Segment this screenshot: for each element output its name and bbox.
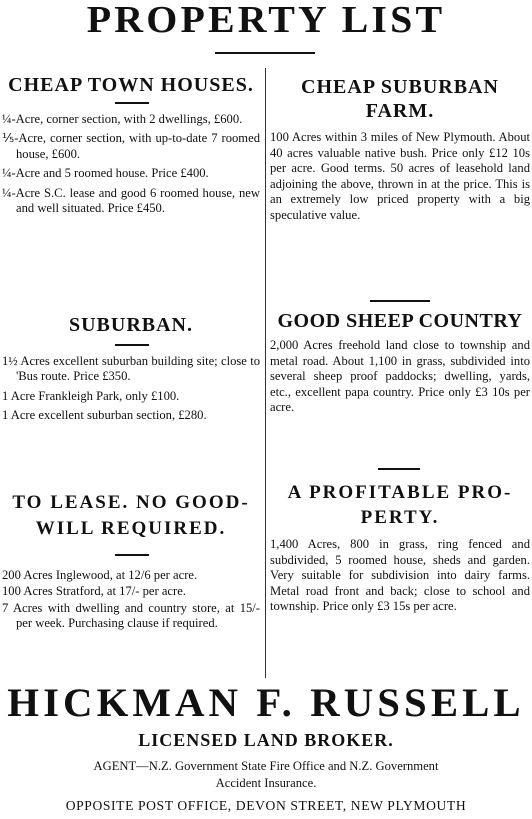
section-sheep-country bbox=[270, 310, 530, 416]
list-item: ⅕-Acre, corner section, with up-to-date 7 roomed house, £600. bbox=[2, 131, 260, 161]
section-rule bbox=[115, 344, 149, 346]
section-town-houses bbox=[2, 74, 260, 221]
section-heading-line-2: WILL REQUIRED. bbox=[35, 518, 227, 539]
section-heading-line-2: PERTY. bbox=[360, 507, 440, 528]
listing-text: 2,000 Acres freehold land close to township and metal road. About 1,100 in grass, subdivided into several sheep proof paddocks; dwelling, yards, etc., excellent papa country. Price only £3 10s per acre. bbox=[270, 338, 530, 415]
agent-role: LICENSED LAND BROKER. bbox=[138, 730, 394, 750]
list-item: ¼-Acre and 5 roomed house. Price £400. bbox=[2, 166, 209, 181]
list-item: 100 Acres Stratford, at 17/- per acre. bbox=[2, 584, 186, 599]
section-heading: GOOD SHEEP COUNTRY bbox=[277, 310, 523, 332]
listing-text: 1,400 Acres, 800 in grass, ring fenced and subdivided, 5 roomed house, sheds and garden. Very suitable for subdivision into dairy farms. Metal road front and back; close to school and township. Price only £3 15s per acre. bbox=[270, 537, 530, 614]
section-rule bbox=[115, 102, 149, 104]
section-rule bbox=[115, 554, 149, 556]
column-divider bbox=[265, 68, 266, 678]
list-item: 1 Acre excellent suburban section, £280. bbox=[2, 408, 207, 423]
section-to-lease bbox=[2, 492, 260, 636]
section-heading-line-1: A PROFITABLE PRO- bbox=[287, 482, 513, 503]
section-heading-line-1: CHEAP SUBURBAN bbox=[301, 76, 499, 98]
title-rule bbox=[215, 52, 315, 54]
listing-list bbox=[2, 354, 260, 424]
agent-address: OPPOSITE POST OFFICE, DEVON STREET, NEW PLYMOUTH bbox=[65, 798, 467, 813]
list-item: 1 Acre Frankleigh Park, only £100. bbox=[2, 388, 180, 403]
list-item: ¼-Acre S.C. lease and good 6 roomed house, new and well situated. Price £450. bbox=[2, 185, 260, 216]
section-heading: SUBURBAN. bbox=[68, 314, 194, 336]
list-item: ¼-Acre, corner section, with 2 dwellings, £600. bbox=[2, 111, 243, 126]
listing-list bbox=[2, 568, 260, 632]
section-profitable-property bbox=[270, 482, 530, 615]
page-title: PROPERTY LIST bbox=[86, 0, 446, 41]
section-rule bbox=[370, 300, 430, 302]
list-item: 7 Acres with dwelling and country store, at 15/- per week. Purchasing clause if required. bbox=[2, 600, 260, 631]
section-suburban-farm bbox=[270, 76, 530, 224]
section-rule bbox=[378, 468, 420, 470]
listing-list bbox=[2, 112, 260, 218]
section-heading-line-2: FARM. bbox=[365, 100, 435, 122]
section-heading-line-1: TO LEASE. NO GOOD- bbox=[12, 492, 250, 513]
agent-line-2: Accident Insurance. bbox=[215, 776, 317, 790]
agent-line-1: AGENT—N.Z. Government State Fire Office and N.Z. Government bbox=[93, 759, 439, 773]
list-item: 1½ Acres excellent suburban building site; close to 'Bus route. Price £350. bbox=[2, 353, 260, 384]
agent-name: HICKMAN F. RUSSELL bbox=[7, 680, 525, 725]
section-suburban bbox=[2, 314, 260, 428]
listing-text: 100 Acres within 3 miles of New Plymouth. About 40 acres valuable native bush. Price only £12 10s per acre. Good terms. 50 acres of leasehold land adjoining the above, thrown in at the price. This is an extremely low priced property with a big speculative value. bbox=[270, 130, 530, 222]
list-item: 200 Acres Inglewood, at 12/6 per acre. bbox=[2, 567, 198, 582]
section-heading: CHEAP TOWN HOUSES. bbox=[8, 74, 254, 96]
